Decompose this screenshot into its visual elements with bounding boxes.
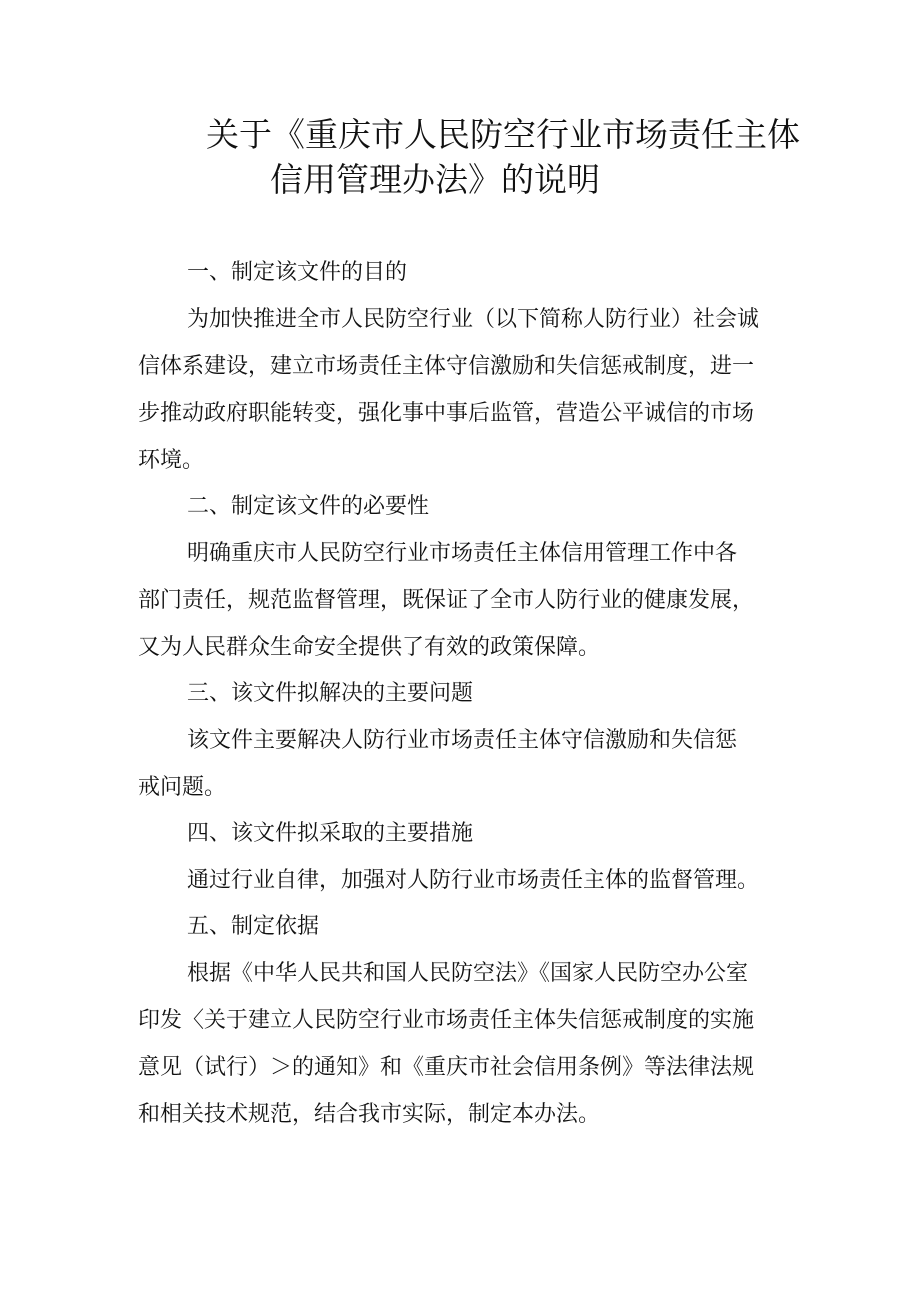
- section-heading: 二、制定该文件的必要性: [187, 494, 430, 519]
- paragraph-line: 又为人民群众生命安全提供了有效的政策保障。: [138, 635, 601, 660]
- paragraph-line: 根据《中华人民共和国人民防空法》《国家人民防空办公室: [187, 961, 749, 986]
- document-title-line-1: 关于《重庆市人民防空行业市场责任主体: [206, 115, 800, 154]
- paragraph-line: 环境。: [138, 448, 205, 473]
- paragraph-line: 戒问题。: [138, 775, 227, 800]
- section-heading: 四、该文件拟采取的主要措施: [187, 821, 474, 846]
- paragraph-line: 通过行业自律，加强对人防行业市场责任主体的监督管理。: [187, 868, 760, 893]
- section-heading: 三、该文件拟解决的主要问题: [187, 681, 474, 706]
- document-title-line-2: 信用管理办法》的说明: [270, 160, 600, 199]
- paragraph-line: 为加快推进全市人民防空行业（以下简称人防行业）社会诚: [187, 307, 760, 332]
- section-heading: 一、制定该文件的目的: [187, 260, 408, 285]
- paragraph-line: 印发〈关于建立人民防空行业市场责任主体失信惩戒制度的实施: [138, 1008, 755, 1033]
- paragraph-line: 和相关技术规范，结合我市实际，制定本办法。: [138, 1102, 601, 1127]
- paragraph-line: 意见（试行）＞的通知》和《重庆市社会信用条例》等法律法规: [138, 1055, 755, 1080]
- paragraph-line: 明确重庆市人民防空行业市场责任主体信用管理工作中各: [187, 541, 738, 566]
- paragraph-line: 步推动政府职能转变，强化事中事后监管，营造公平诚信的市场: [138, 401, 755, 426]
- paragraph-line: 部门责任，规范监督管理，既保证了全市人防行业的健康发展，: [138, 588, 755, 613]
- section-heading: 五、制定依据: [187, 914, 320, 939]
- paragraph-line: 该文件主要解决人防行业市场责任主体守信激励和失信惩: [187, 728, 738, 753]
- paragraph-line: 信体系建设，建立市场责任主体守信激励和失信惩戒制度，进一: [138, 354, 755, 379]
